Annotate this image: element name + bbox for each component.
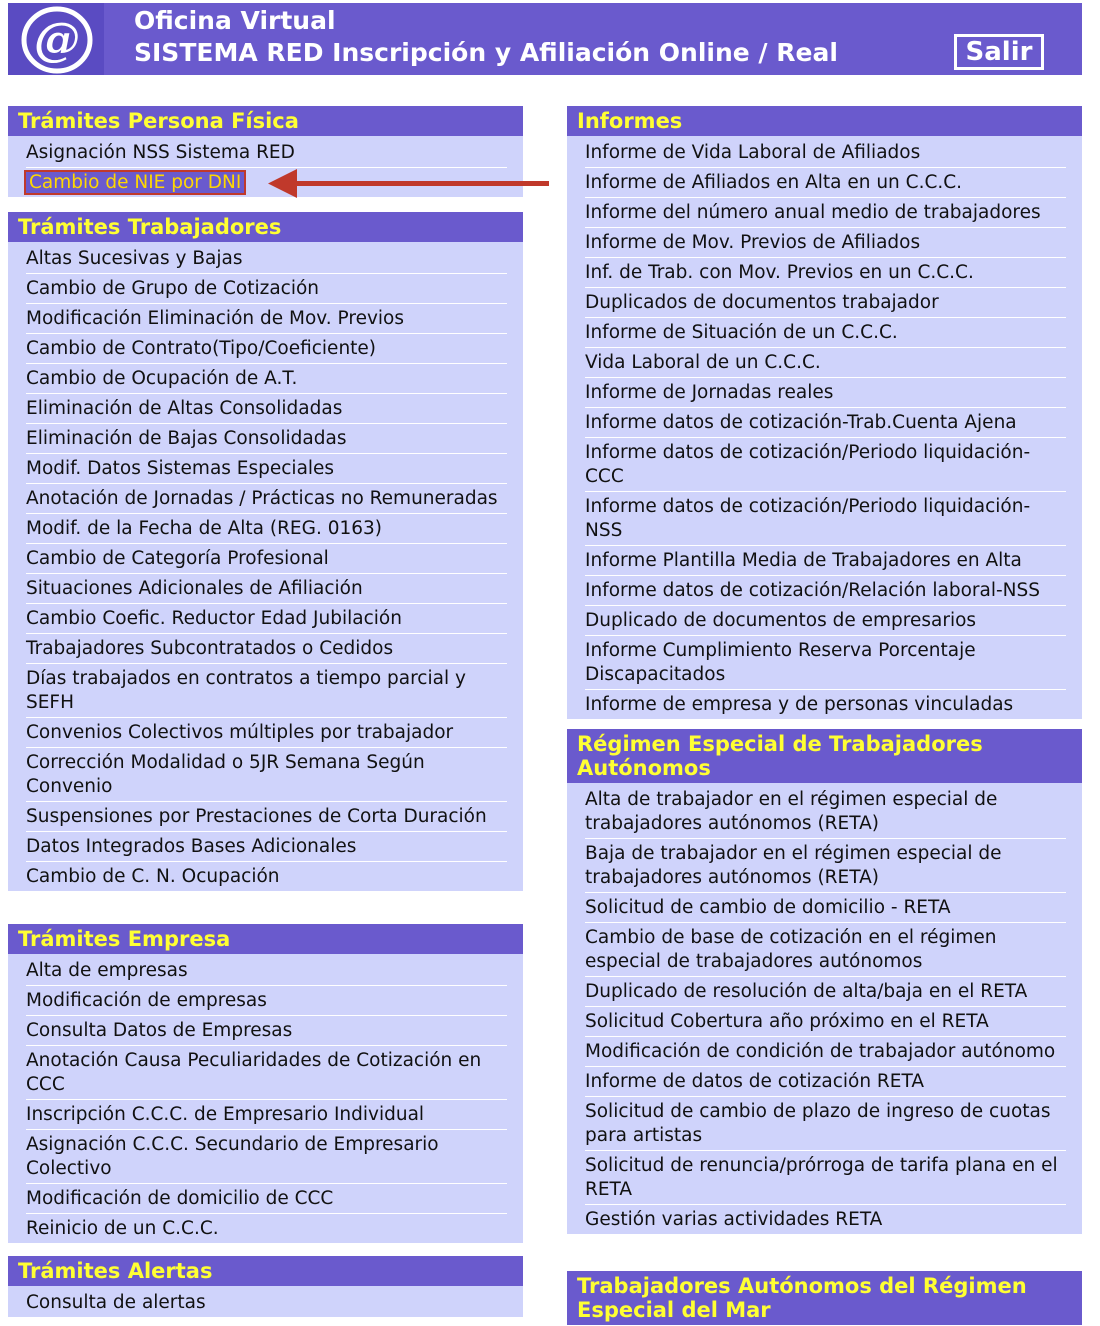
menu-item[interactable]: Cambio Coefic. Reductor Edad Jubilación <box>26 604 507 634</box>
menu-item[interactable]: Modificación de empresas <box>26 986 507 1016</box>
menu-item[interactable]: Cambio de base de cotización en el régimen especial de trabajadores autónomos <box>585 923 1066 977</box>
menu-item[interactable]: Reinicio de un C.C.C. <box>26 1218 219 1239</box>
app-title: Oficina Virtual <box>134 6 336 35</box>
menu-item[interactable]: Informe datos de cotización/Relación laboral-NSS <box>585 576 1066 606</box>
logout-button[interactable]: Salir <box>954 34 1044 70</box>
menu-item[interactable]: Situaciones Adicionales de Afiliación <box>26 574 507 604</box>
panel-title: Trámites Empresa <box>8 924 523 954</box>
menu-item[interactable]: Datos Integrados Bases Adicionales <box>26 832 507 862</box>
menu-item[interactable]: Informe de Mov. Previos de Afiliados <box>585 228 1066 258</box>
menu-item[interactable]: Suspensiones por Prestaciones de Corta Duración <box>26 802 507 832</box>
menu-item[interactable]: Consulta Datos de Empresas <box>26 1016 507 1046</box>
panel-title: Trámites Persona Física <box>8 106 523 136</box>
menu-item[interactable]: Consulta de alertas <box>26 1292 206 1313</box>
panel-tramites-trabajadores <box>8 212 523 891</box>
menu-item[interactable]: Gestión varias actividades RETA <box>585 1209 883 1230</box>
menu-item[interactable]: Duplicado de resolución de alta/baja en el RETA <box>585 977 1066 1007</box>
panel-title: Trámites Trabajadores <box>8 212 523 242</box>
menu-item[interactable]: Inf. de Trab. con Mov. Previos en un C.C.C. <box>585 258 1066 288</box>
menu-item[interactable]: Informe Cumplimiento Reserva Porcentaje Discapacitados <box>585 636 1066 690</box>
menu-item[interactable]: Cambio de Ocupación de A.T. <box>26 364 507 394</box>
app-header <box>8 3 1082 75</box>
panel-title: Régimen Especial de Trabajadores Autónomos <box>567 729 1082 783</box>
menu-item[interactable]: Cambio de Contrato(Tipo/Coeficiente) <box>26 334 507 364</box>
panel-title: Trabajadores Autónomos del Régimen Especial del Mar <box>567 1271 1082 1325</box>
menu-item[interactable]: Modif. de la Fecha de Alta (REG. 0163) <box>26 514 507 544</box>
menu-item[interactable]: Cambio de Categoría Profesional <box>26 544 507 574</box>
menu-item[interactable]: Días trabajados en contratos a tiempo parcial y SEFH <box>26 664 507 718</box>
menu-item[interactable]: Modificación de domicilio de CCC <box>26 1184 507 1214</box>
red-arrow-annotation-icon <box>265 166 551 202</box>
menu-item[interactable]: Modif. Datos Sistemas Especiales <box>26 454 507 484</box>
menu-item[interactable]: Baja de trabajador en el régimen especial de trabajadores autónomos (RETA) <box>585 839 1066 893</box>
menu-item[interactable]: Inscripción C.C.C. de Empresario Individual <box>26 1100 507 1130</box>
menu-item[interactable]: Solicitud de renuncia/prórroga de tarifa plana en el RETA <box>585 1151 1066 1205</box>
menu-item[interactable]: Eliminación de Bajas Consolidadas <box>26 424 507 454</box>
menu-item[interactable]: Modificación Eliminación de Mov. Previos <box>26 304 507 334</box>
menu-item[interactable]: Altas Sucesivas y Bajas <box>26 244 507 274</box>
menu-list <box>8 1286 523 1317</box>
menu-item[interactable]: Trabajadores Subcontratados o Cedidos <box>26 634 507 664</box>
menu-item[interactable]: Informe datos de cotización/Periodo liquidación-CCC <box>585 438 1066 492</box>
menu-item[interactable]: Corrección Modalidad o 5JR Semana Según Convenio <box>26 748 507 802</box>
menu-item[interactable]: Eliminación de Altas Consolidadas <box>26 394 507 424</box>
menu-item[interactable]: Solicitud Cobertura año próximo en el RETA <box>585 1007 1066 1037</box>
panel-tramites-alertas <box>8 1256 523 1317</box>
menu-item[interactable]: Alta de trabajador en el régimen especial de trabajadores autónomos (RETA) <box>585 785 1066 839</box>
menu-list <box>8 242 523 891</box>
menu-item[interactable]: Anotación Causa Peculiaridades de Cotización en CCC <box>26 1046 507 1100</box>
menu-item[interactable]: Informe del número anual medio de trabajadores <box>585 198 1066 228</box>
menu-item[interactable]: Duplicados de documentos trabajador <box>585 288 1066 318</box>
menu-list <box>8 954 523 1243</box>
menu-item[interactable]: Vida Laboral de un C.C.C. <box>585 348 1066 378</box>
menu-item[interactable]: Alta de empresas <box>26 956 507 986</box>
app-subtitle: SISTEMA RED Inscripción y Afiliación Online / Real <box>134 38 838 67</box>
menu-item[interactable]: Informe Plantilla Media de Trabajadores en Alta <box>585 546 1066 576</box>
menu-item[interactable]: Cambio de C. N. Ocupación <box>26 866 280 887</box>
panel-tramites-empresa <box>8 924 523 1243</box>
at-sign-logo-icon <box>8 3 104 75</box>
menu-item[interactable]: Convenios Colectivos múltiples por trabajador <box>26 718 507 748</box>
menu-item[interactable]: Informe datos de cotización/Periodo liquidación-NSS <box>585 492 1066 546</box>
menu-list <box>567 136 1082 719</box>
menu-item[interactable]: Informe datos de cotización-Trab.Cuenta Ajena <box>585 408 1066 438</box>
svg-text:@: @ <box>34 12 80 66</box>
menu-item[interactable]: Informe de empresa y de personas vinculadas <box>585 694 1014 715</box>
menu-list <box>567 783 1082 1234</box>
menu-item[interactable]: Duplicado de documentos de empresarios <box>585 606 1066 636</box>
highlighted-menu-item[interactable]: Cambio de NIE por DNI <box>26 172 244 193</box>
menu-item[interactable]: Modificación de condición de trabajador autónomo <box>585 1037 1066 1067</box>
panel-reta-mar <box>567 1271 1082 1325</box>
panel-title: Informes <box>567 106 1082 136</box>
menu-item[interactable]: Asignación C.C.C. Secundario de Empresario Colectivo <box>26 1130 507 1184</box>
menu-item[interactable]: Anotación de Jornadas / Prácticas no Remuneradas <box>26 484 507 514</box>
menu-item[interactable]: Cambio de Grupo de Cotización <box>26 274 507 304</box>
panel-title: Trámites Alertas <box>8 1256 523 1286</box>
menu-item[interactable]: Asignación NSS Sistema RED <box>26 138 507 168</box>
menu-item[interactable]: Informe de Vida Laboral de Afiliados <box>585 138 1066 168</box>
menu-item[interactable]: Informe de datos de cotización RETA <box>585 1067 1066 1097</box>
menu-item[interactable]: Informe de Afiliados en Alta en un C.C.C. <box>585 168 1066 198</box>
menu-item[interactable]: Solicitud de cambio de domicilio - RETA <box>585 893 1066 923</box>
panel-reta <box>567 729 1082 1234</box>
panel-informes <box>567 106 1082 719</box>
menu-item[interactable]: Solicitud de cambio de plazo de ingreso de cuotas para artistas <box>585 1097 1066 1151</box>
menu-item[interactable]: Informe de Situación de un C.C.C. <box>585 318 1066 348</box>
menu-item[interactable]: Informe de Jornadas reales <box>585 378 1066 408</box>
